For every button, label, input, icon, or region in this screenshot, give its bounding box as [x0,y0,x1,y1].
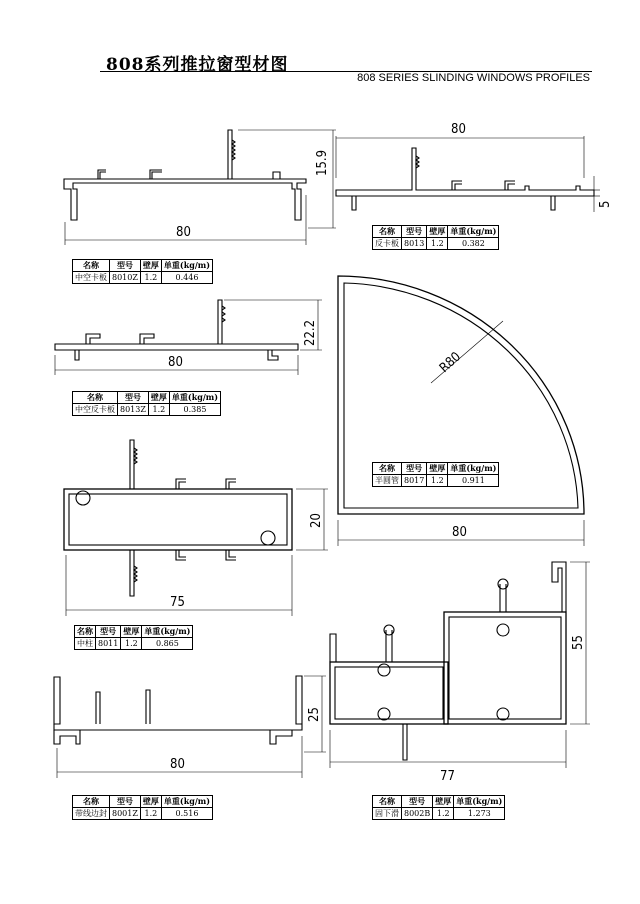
header-model: 型号 [96,626,121,638]
header-thickness: 壁厚 [427,226,448,238]
dim-8011-height: 20 [309,513,324,528]
profile-weight: 0.446 [161,272,212,284]
header-thickness: 壁厚 [121,626,142,638]
profile-weight: 0.911 [448,475,499,487]
profile-8010z-drawing [64,130,336,245]
dim-8010z-height: 15.9 [315,149,330,176]
spec-table-8013z [72,391,221,416]
header-weight: 单重(kg/m) [454,796,505,808]
dim-8002b-width: 77 [440,769,455,784]
header-weight: 单重(kg/m) [142,626,193,638]
header-model: 型号 [402,796,433,808]
profile-thickness: 1.2 [140,808,161,820]
header-model: 型号 [402,463,427,475]
profile-weight: 1.273 [454,808,505,820]
spec-table-8017 [372,462,499,487]
dim-8017-radius: R80 [436,349,464,376]
header-thickness: 壁厚 [427,463,448,475]
header-weight: 单重(kg/m) [169,392,220,404]
profile-weight: 0.516 [161,808,212,820]
dim-8001z-width: 80 [170,757,185,772]
dim-8013z-width: 80 [168,355,183,370]
profile-model: 8011 [96,638,121,650]
dim-8001z-height: 25 [307,707,322,722]
profile-8013-drawing [336,136,600,212]
dim-8013z-height: 22.2 [303,319,318,346]
spec-table-8001z [72,795,213,820]
page-title-en: 808 SERIES SLINDING WINDOWS PROFILES [357,72,590,84]
header-thickness: 壁厚 [140,796,161,808]
spec-table-8010z [72,259,213,284]
profile-8011-drawing [64,440,328,616]
dim-8002b-height: 55 [571,635,586,650]
profile-name: 中柱 [75,638,96,650]
profile-thickness: 1.2 [148,404,169,416]
header-name: 名称 [75,626,96,638]
dim-8013-width: 80 [451,122,466,137]
dim-8010z-width: 80 [176,225,191,240]
header-weight: 单重(kg/m) [161,796,212,808]
profile-thickness: 1.2 [427,238,448,250]
profile-model: 8001Z [110,808,141,820]
header-name: 名称 [73,392,118,404]
header-name: 名称 [373,226,402,238]
profile-name: 半圆管 [373,475,402,487]
profile-thickness: 1.2 [121,638,142,650]
profile-name: 反卡板 [373,238,402,250]
header-model: 型号 [402,226,427,238]
profile-name: 中空反卡板 [73,404,118,416]
profile-name: 中空卡板 [73,272,110,284]
profile-thickness: 1.2 [427,475,448,487]
header-weight: 单重(kg/m) [161,260,212,272]
profile-8001z-drawing [54,676,326,778]
profile-model: 8002B [402,808,433,820]
header-thickness: 壁厚 [140,260,161,272]
profile-weight: 0.385 [169,404,220,416]
header-name: 名称 [73,796,110,808]
dim-8011-width: 75 [170,595,185,610]
dim-8013-height: 5 [598,200,613,208]
header-thickness: 壁厚 [148,392,169,404]
header-name: 名称 [73,260,110,272]
header-weight: 单重(kg/m) [448,463,499,475]
profile-8013z-drawing [55,300,322,375]
page-title-cn: 808系列推拉窗型材图 [106,55,289,75]
header-name: 名称 [373,463,402,475]
profile-name: 带线边封 [73,808,110,820]
header-name: 名称 [373,796,402,808]
profile-model: 8013Z [118,404,149,416]
profile-model: 8017 [402,475,427,487]
header-weight: 单重(kg/m) [448,226,499,238]
header-model: 型号 [110,796,141,808]
profile-weight: 0.865 [142,638,193,650]
profile-model: 8010Z [110,272,141,284]
profile-thickness: 1.2 [433,808,454,820]
profile-weight: 0.382 [448,238,499,250]
profile-8017-drawing [338,276,584,546]
spec-table-8011 [74,625,193,650]
profile-thickness: 1.2 [140,272,161,284]
spec-table-8002b [372,795,505,820]
spec-table-8013 [372,225,499,250]
profile-name: 固下滑 [373,808,402,820]
profile-model: 8013 [402,238,427,250]
header-model: 型号 [118,392,149,404]
dim-8017-width: 80 [452,525,467,540]
header-thickness: 壁厚 [433,796,454,808]
header-model: 型号 [110,260,141,272]
profile-8002b-drawing [330,562,590,768]
